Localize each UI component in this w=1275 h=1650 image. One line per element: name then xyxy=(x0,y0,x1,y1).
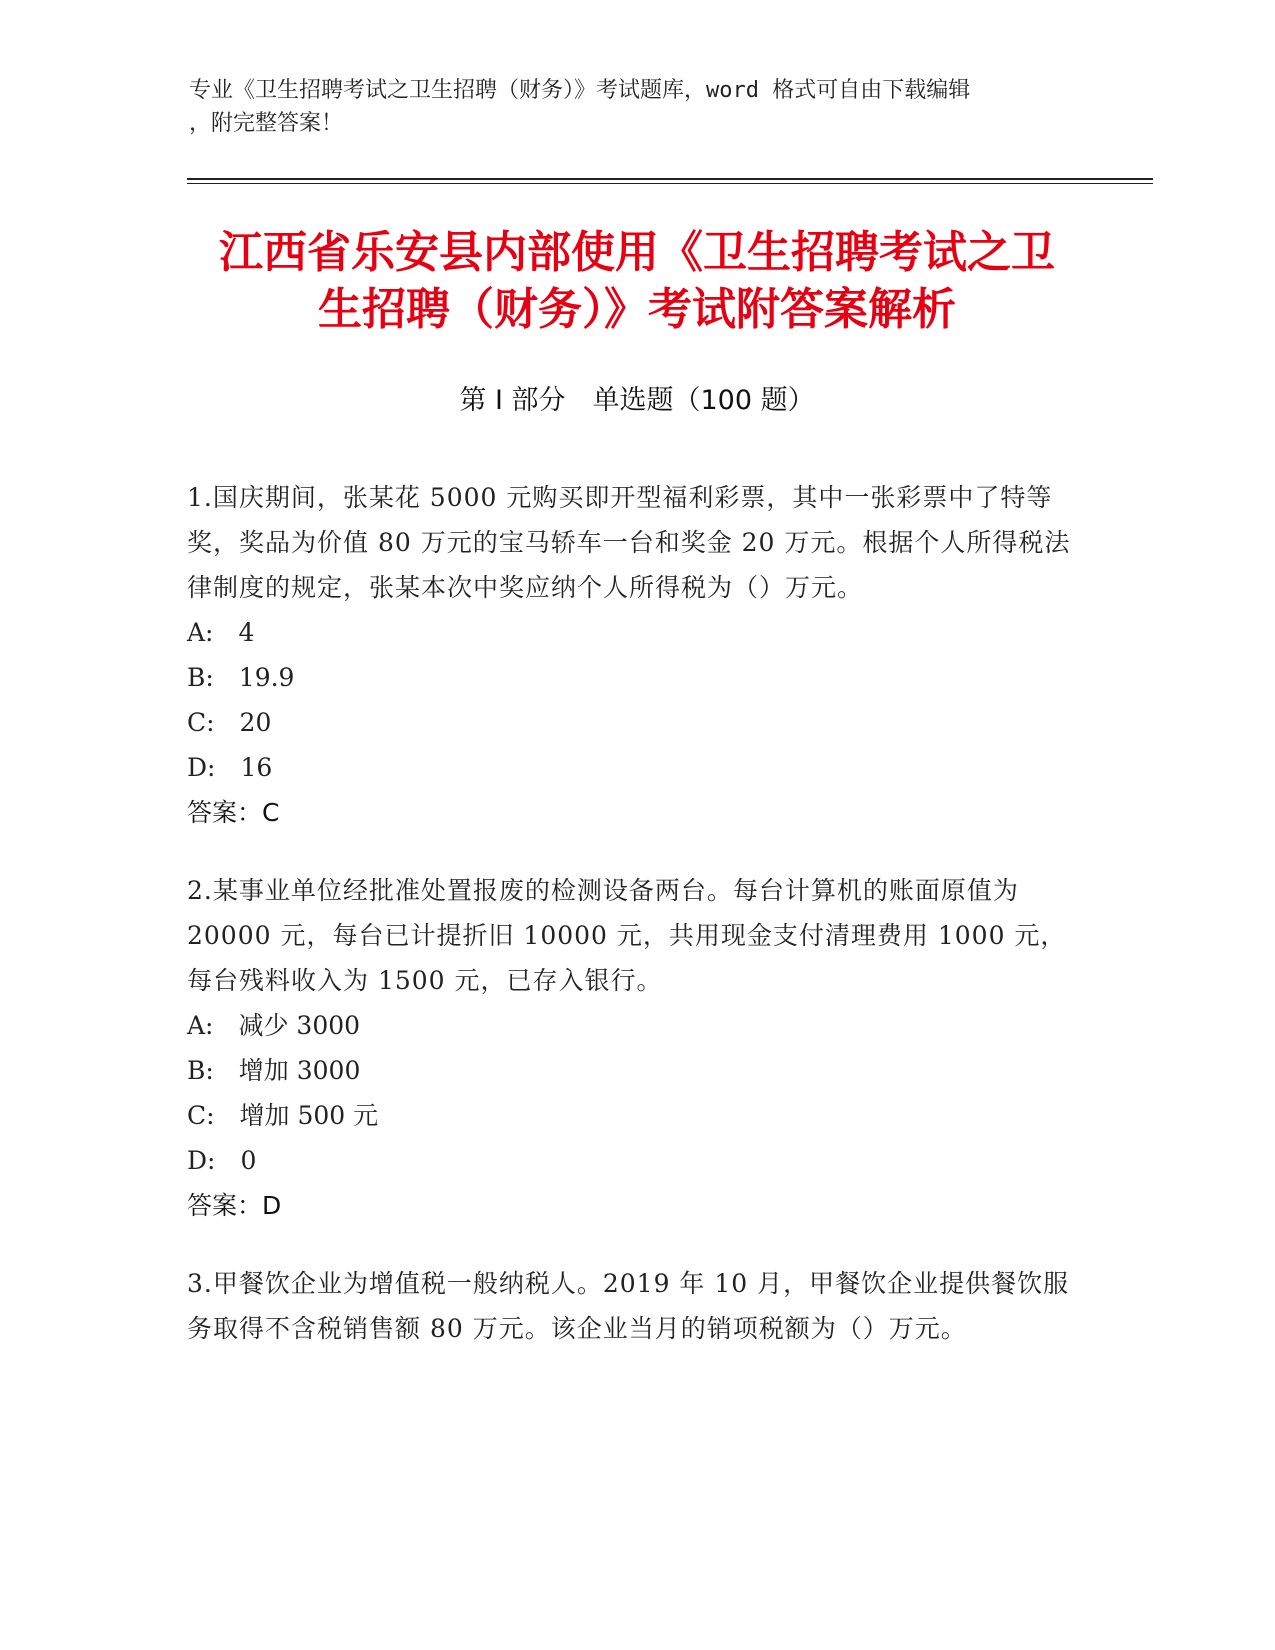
question-3 xyxy=(187,1261,1087,1351)
option-d: D: 16 xyxy=(187,753,273,782)
question-stem: 1.国庆期间，张某花 5000 元购买即开型福利彩票，其中一张彩票中了特等奖，奖品为价值 80 万元的宝马轿车一台和奖金 20 万元。根据个人所得税法律制度的规定，张某本次中奖应纳个人所得税为（）万元。 xyxy=(187,483,1071,602)
question-stem: 3.甲餐饮企业为增值税一般纳税人。2019 年 10 月，甲餐饮企业提供餐饮服务取得不含税销售额 80 万元。该企业当月的销项税额为（）万元。 xyxy=(187,1269,1070,1343)
question-stem: 2.某事业单位经批准处置报废的检测设备两台。每台计算机的账面原值为 20000 元，每台已计提折旧 10000 元，共用现金支付清理费用 1000 元，每台残料收入为 1500 元，已存入银行。 xyxy=(187,876,1067,995)
title-line-1: 江西省乐安县内部使用《卫生招聘考试之卫 xyxy=(219,227,1055,278)
option-a: A: 减少 3000 xyxy=(187,1011,361,1040)
option-c: C: 20 xyxy=(187,708,272,737)
option-a: A: 4 xyxy=(187,618,255,647)
header-divider-thin xyxy=(187,183,1153,184)
option-b: B: 增加 3000 xyxy=(187,1056,361,1085)
question-list xyxy=(187,475,1087,1384)
answer: 答案：C xyxy=(187,798,280,827)
header-line-1: 专业《卫生招聘考试之卫生招聘（财务）》考试题库，word 格式可自由下载编辑 xyxy=(189,78,971,103)
option-b: B: 19.9 xyxy=(187,663,295,692)
answer: 答案：D xyxy=(187,1191,282,1220)
question-1 xyxy=(187,475,1087,835)
option-c: C: 增加 500 元 xyxy=(187,1101,379,1130)
question-2 xyxy=(187,868,1087,1228)
title-line-2: 生招聘（财务）》考试附答案解析 xyxy=(318,284,956,335)
section-title: 第 I 部分 单选题（100 题） xyxy=(459,385,815,416)
header-note xyxy=(189,74,1089,140)
document-title xyxy=(187,224,1087,338)
option-d: D: 0 xyxy=(187,1146,257,1175)
header-divider-thick xyxy=(187,178,1153,180)
header-line-2: ，附完整答案！ xyxy=(189,111,344,136)
